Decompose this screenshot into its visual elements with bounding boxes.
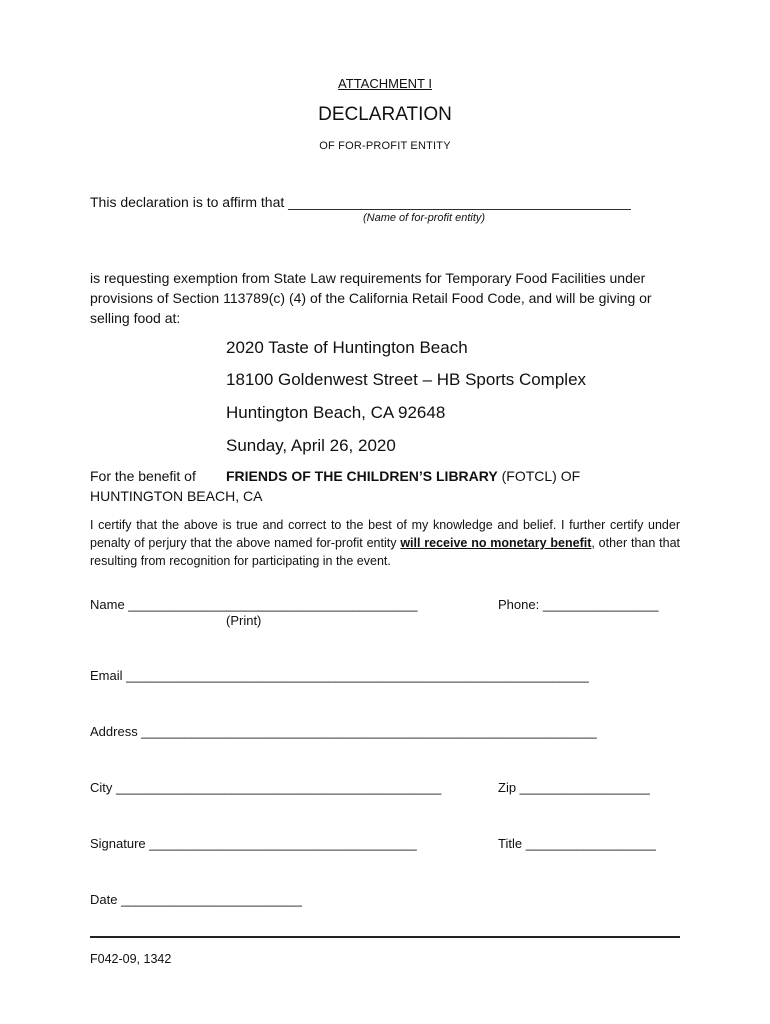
exemption-paragraph: is requesting exemption from State Law requirements for Temporary Food Facilities under provisions of Section 113789(c) (4) of the California Retail Food Code, and will be giving or selling food at: [90, 270, 652, 326]
benefit-prefix: For the benefit of [90, 468, 196, 484]
event-date: Sunday, April 26, 2020 [226, 436, 396, 455]
date-field[interactable]: Date _________________________ [90, 892, 302, 907]
event-city: Huntington Beach, CA 92648 [226, 403, 446, 422]
certify-text-before: I certify that the above is true and correct to the best of my knowledge and belief. I further certify under penalty of perjury that the above named for-profit entity [90, 518, 680, 550]
benefit-organization [226, 468, 580, 484]
document-subtitle: OF FOR-PROFIT ENTITY [319, 140, 451, 152]
name-field[interactable]: Name ________________________________________ [90, 597, 418, 612]
attachment-label: ATTACHMENT I [338, 76, 432, 91]
affirm-line: This declaration is to affirm that ____________________________________________ [90, 194, 631, 210]
benefit-line-2: HUNTINGTON BEACH, CA [90, 488, 263, 504]
certify-text-after: , other than that resulting from recognition for participating in the event. [90, 536, 680, 568]
footer-divider [90, 936, 680, 938]
entity-name-caption: (Name of for-profit entity) [363, 212, 486, 224]
zip-field[interactable]: Zip __________________ [498, 780, 650, 795]
certify-emphasis: will receive no monetary benefit [400, 536, 592, 550]
event-name: 2020 Taste of Huntington Beach [226, 338, 468, 357]
phone-field[interactable]: Phone: ________________ [498, 597, 659, 612]
event-street: 18100 Goldenwest Street – HB Sports Complex [226, 370, 587, 389]
certification-paragraph [90, 516, 680, 570]
signature-field[interactable]: Signature _____________________________________ [90, 836, 417, 851]
address-field[interactable]: Address _______________________________________________________________ [90, 724, 597, 739]
benefit-org-name: FRIENDS OF THE CHILDREN’S LIBRARY [226, 468, 498, 484]
benefit-org-suffix: (FOTCL) OF [497, 468, 581, 484]
document-title: DECLARATION [318, 104, 452, 125]
title-field[interactable]: Title __________________ [498, 836, 656, 851]
print-caption: (Print) [226, 613, 262, 628]
form-number: F042-09, 1342 [90, 952, 172, 966]
city-field[interactable]: City _____________________________________________ [90, 780, 442, 795]
email-field[interactable]: Email ________________________________________________________________ [90, 668, 589, 683]
